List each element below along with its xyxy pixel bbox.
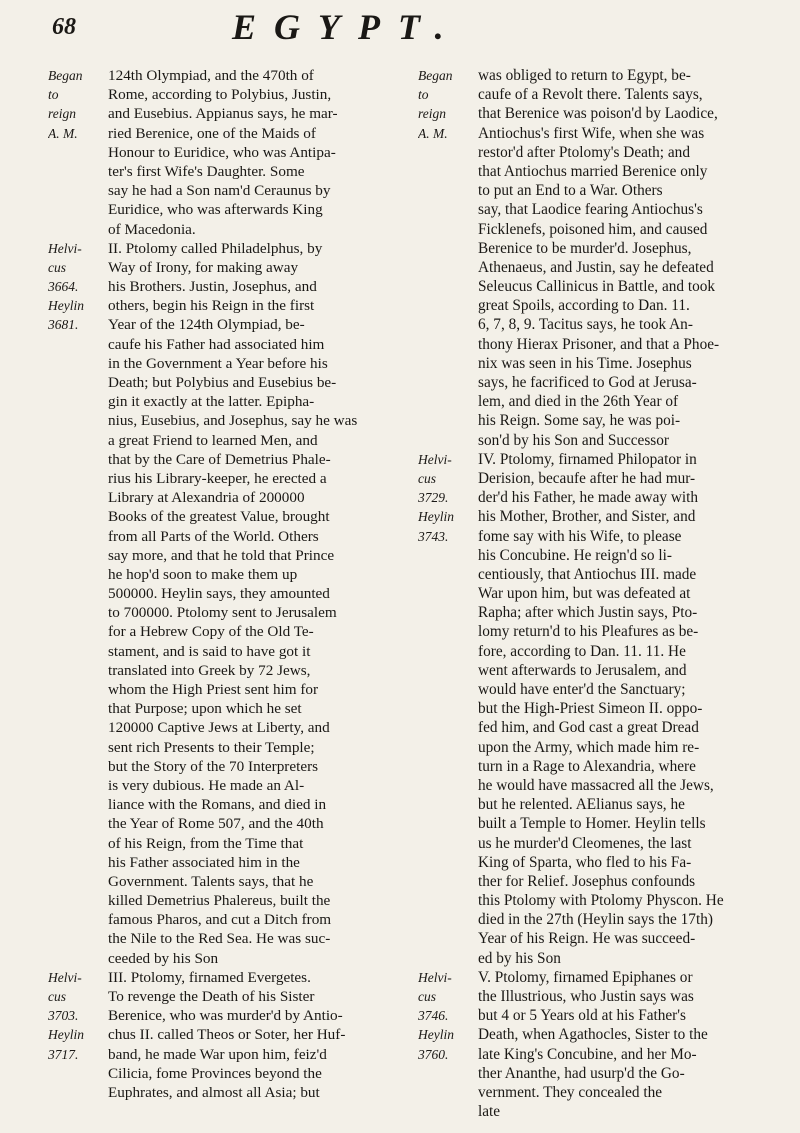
body-text: Euridice, who was afterwards King	[108, 201, 323, 219]
text-line	[48, 1083, 413, 1102]
text-line	[48, 1045, 413, 1064]
body-text: Rapha; after which Justin says, Pto-	[478, 604, 698, 622]
body-text: ceeded by his Son	[108, 949, 219, 967]
text-line	[48, 104, 413, 123]
text-line	[48, 527, 413, 546]
text-line	[48, 220, 413, 239]
body-text: whom the High Priest sent him for	[108, 681, 319, 698]
body-text: but the Story of the 70 Interpreters	[108, 757, 319, 775]
body-text: ed by his Son	[478, 949, 561, 967]
text-line	[418, 469, 790, 488]
text-line	[418, 1083, 790, 1102]
margin-note: Helvi-	[48, 969, 82, 985]
margin-note: Heylin	[48, 298, 84, 314]
margin-note: Heylin	[48, 1027, 84, 1043]
body-text: 6, 7, 8, 9. Tacitus says, he took An-	[478, 316, 693, 334]
body-text: Cilicia, fome Provinces beyond the	[108, 1064, 322, 1082]
body-text: went afterwards to Jerusalem, and	[478, 661, 687, 679]
text-line	[418, 680, 790, 699]
body-text: say, that Laodice fearing Antiochus's	[478, 201, 703, 219]
text-line	[48, 507, 413, 526]
text-line	[48, 949, 413, 968]
body-text: others, begin his Reign in the first	[108, 297, 315, 315]
body-text: stament, and is said to have got it	[108, 642, 311, 660]
margin-note: to	[418, 87, 429, 103]
text-line	[418, 200, 790, 219]
text-line	[418, 124, 790, 143]
text-line	[48, 1006, 413, 1025]
body-text: 124th Olympiad, and the 470th of	[108, 67, 314, 84]
body-text: for a Hebrew Copy of the Old Te-	[108, 623, 314, 641]
body-text: Seleucus Callinicus in Battle, and took	[478, 278, 716, 296]
body-text: nius, Eusebius, and Josephus, say he was	[108, 412, 358, 430]
body-text: that Berenice was poison'd by Laodice,	[478, 105, 718, 123]
margin-note: A. M.	[418, 125, 448, 141]
text-line	[48, 258, 413, 277]
left-column	[48, 66, 413, 1102]
text-line	[418, 335, 790, 354]
text-line	[48, 642, 413, 661]
margin-note: 3717.	[48, 1046, 79, 1062]
page-header	[0, 6, 800, 46]
body-text: died in the 27th (Heylin says the 17th)	[478, 911, 713, 929]
body-text: fome say with his Wife, to please	[478, 527, 682, 545]
margin-note: Heylin	[418, 1027, 454, 1043]
text-line	[418, 354, 790, 373]
body-text: built a Temple to Homer. Heylin tells	[478, 815, 706, 833]
text-line	[418, 143, 790, 162]
body-text: ried Berenice, one of the Maids of	[108, 124, 316, 142]
margin-note: 3729.	[418, 490, 449, 506]
text-line	[48, 584, 413, 603]
body-text: ther Ananthe, had usurp'd the Go-	[478, 1064, 685, 1082]
body-text: to put an End to a War. Others	[478, 182, 663, 200]
body-text: his Father associated him in the	[108, 853, 300, 871]
text-line	[418, 910, 790, 929]
body-text: caufe his Father had associated him	[108, 335, 325, 353]
text-line	[418, 929, 790, 948]
body-text: of Macedonia.	[108, 220, 196, 238]
text-line	[48, 929, 413, 948]
body-text: us he murder'd Cleomenes, the last	[478, 834, 692, 852]
text-line	[48, 661, 413, 680]
body-text: that Purpose; upon which he set	[108, 700, 302, 718]
text-line	[48, 66, 413, 85]
body-text: centiously, that Antiochus III. made	[478, 565, 697, 583]
body-text: nix was seen in his Time. Josephus	[478, 354, 692, 372]
body-text: vernment. They concealed the	[478, 1083, 663, 1101]
body-text: of his Reign, from the Time that	[108, 834, 304, 852]
text-line	[48, 488, 413, 507]
body-text: Death, when Agathocles, Sister to the	[478, 1026, 708, 1044]
body-text: that by the Care of Demetrius Phale-	[108, 450, 331, 468]
text-line	[48, 814, 413, 833]
running-title: EGYPT.	[232, 7, 462, 47]
margin-note: 3703.	[48, 1008, 79, 1024]
body-text: V. Ptolomy, firnamed Epiphanes or	[478, 968, 693, 986]
text-line	[48, 699, 413, 718]
body-text: To revenge the Death of his Sister	[108, 988, 315, 1005]
text-line	[418, 814, 790, 833]
body-text: Berenice, who was murder'd by Antio-	[108, 1007, 343, 1025]
text-line	[418, 738, 790, 757]
body-text: is very dubious. He made an Al-	[108, 776, 305, 794]
text-line	[418, 603, 790, 622]
text-line	[48, 200, 413, 219]
body-text: King of Sparta, who fled to his Fa-	[478, 853, 692, 871]
text-line	[418, 546, 790, 565]
text-line	[418, 872, 790, 891]
body-text: thony Hierax Prisoner, and that a Phoe-	[478, 335, 720, 353]
body-text: Library at Alexandria of 200000	[108, 489, 305, 507]
text-line	[48, 968, 413, 987]
text-line	[48, 546, 413, 565]
text-line	[48, 872, 413, 891]
text-line	[48, 162, 413, 181]
margin-note: Heylin	[418, 509, 454, 525]
body-text: his Mother, Brother, and Sister, and	[478, 508, 696, 526]
text-line	[48, 315, 413, 334]
body-text: would have enter'd the Sanctuary;	[478, 681, 686, 698]
text-line	[418, 699, 790, 718]
text-line	[418, 315, 790, 334]
text-line	[418, 258, 790, 277]
text-line	[418, 968, 790, 987]
margin-note: Helvi-	[418, 451, 452, 467]
text-line	[418, 431, 790, 450]
text-line	[418, 776, 790, 795]
body-text: killed Demetrius Phalereus, built the	[108, 892, 331, 910]
margin-note: to	[48, 87, 59, 103]
text-line	[48, 411, 413, 430]
body-text: fed him, and God cast a great Dread	[478, 719, 699, 737]
body-text: gin it exactly at the latter. Epipha-	[108, 393, 315, 411]
body-text: ther for Relief. Josephus confounds	[478, 872, 696, 890]
margin-note: 3746.	[418, 1008, 449, 1024]
text-line	[418, 392, 790, 411]
body-text: Honour to Euridice, who was Antipa-	[108, 143, 336, 161]
text-line	[48, 469, 413, 488]
margin-note: cus	[418, 989, 436, 1004]
text-line	[418, 584, 790, 603]
body-text: late	[478, 1103, 501, 1121]
text-line	[48, 776, 413, 795]
body-text: the Year of Rome 507, and the 40th	[108, 815, 324, 833]
text-line	[48, 124, 413, 143]
text-line	[418, 718, 790, 737]
body-text: caufe of a Revolt there. Talents says,	[478, 86, 703, 104]
text-line	[418, 1102, 790, 1121]
text-line	[418, 507, 790, 526]
text-line	[48, 622, 413, 641]
body-text: a great Friend to learned Men, and	[108, 431, 318, 449]
text-line	[418, 1064, 790, 1083]
body-text: III. Ptolomy, firnamed Evergetes.	[108, 968, 311, 986]
text-line	[48, 795, 413, 814]
margin-note: 3760.	[418, 1046, 449, 1062]
body-text: his Reign. Some say, he was poi-	[478, 412, 681, 430]
body-text: II. Ptolomy called Philadelphus, by	[108, 239, 323, 257]
text-line	[418, 66, 790, 85]
text-line	[48, 565, 413, 584]
body-text: lem, and died in the 26th Year of	[478, 393, 679, 411]
text-line	[418, 1006, 790, 1025]
text-line	[48, 738, 413, 757]
text-line	[418, 85, 790, 104]
body-text: chus II. called Theos or Soter, her Huf-	[108, 1026, 346, 1044]
body-text: he would have massacred all the Jews,	[478, 776, 714, 794]
body-text: Derision, becaufe after he had mur-	[478, 469, 696, 487]
body-text: his Brothers. Justin, Josephus, and	[108, 278, 317, 296]
text-line	[418, 181, 790, 200]
text-line	[48, 834, 413, 853]
body-text: 500000. Heylin says, they amounted	[108, 585, 330, 603]
text-line	[48, 910, 413, 929]
body-text: turn in a Rage to Alexandria, where	[478, 757, 696, 775]
body-text: this Ptolomy with Ptolomy Physcon. He	[478, 892, 724, 910]
margin-note: A. M.	[48, 125, 78, 141]
text-line	[48, 354, 413, 373]
text-line	[48, 239, 413, 258]
body-text: great Spoils, according to Dan. 11.	[478, 297, 690, 315]
body-text: Year of his Reign. He was succeed-	[478, 930, 696, 948]
margin-note: reign	[48, 106, 76, 122]
text-line	[418, 795, 790, 814]
margin-note: cus	[48, 259, 66, 275]
body-text: sent rich Presents to their Temple;	[108, 738, 315, 756]
body-text: in the Government a Year before his	[108, 354, 328, 372]
text-line	[48, 757, 413, 776]
body-text: band, he made War upon him, feiz'd	[108, 1045, 327, 1063]
text-line	[418, 373, 790, 392]
page-number: 68	[52, 14, 76, 40]
margin-note: 3681.	[48, 317, 79, 333]
text-line	[418, 527, 790, 546]
text-line	[48, 296, 413, 315]
text-line	[418, 104, 790, 123]
body-text: rius his Library-keeper, he erected a	[108, 469, 327, 487]
body-text: 120000 Captive Jews at Liberty, and	[108, 719, 330, 737]
text-line	[48, 431, 413, 450]
text-line	[418, 622, 790, 641]
text-line	[48, 277, 413, 296]
text-line	[48, 680, 413, 699]
body-text: from all Parts of the World. Others	[108, 527, 319, 545]
body-text: his Concubine. He reign'd so li-	[478, 546, 672, 564]
body-text: War upon him, but was defeated at	[478, 585, 691, 603]
body-text: son'd by his Son and Successor	[478, 431, 669, 449]
text-line	[48, 392, 413, 411]
text-line	[418, 853, 790, 872]
margin-note: reign	[418, 106, 446, 122]
margin-note: Began	[48, 68, 83, 83]
body-text: the Nile to the Red Sea. He was suc-	[108, 930, 331, 948]
body-text: ter's first Wife's Daughter. Some	[108, 162, 305, 180]
body-text: Athenaeus, and Justin, say he defeated	[478, 258, 714, 276]
margin-note: 3664.	[48, 279, 79, 295]
body-text: and Eusebius. Appianus says, he mar-	[108, 105, 338, 123]
body-text: Ficklenefs, poisoned him, and caused	[478, 220, 708, 238]
text-line	[48, 1064, 413, 1083]
text-line	[418, 411, 790, 430]
text-line	[48, 853, 413, 872]
text-line	[418, 987, 790, 1006]
body-text: says, he facrificed to God at Jerusa-	[478, 374, 697, 391]
margin-note: cus	[48, 989, 66, 1004]
body-text: translated into Greek by 72 Jews,	[108, 661, 311, 679]
text-line	[48, 143, 413, 162]
right-column	[418, 66, 790, 1121]
text-line	[418, 162, 790, 181]
body-text: say he had a Son nam'd Ceraunus by	[108, 182, 331, 200]
text-line	[48, 181, 413, 200]
body-text: say more, and that he told that Prince	[108, 546, 335, 564]
text-line	[48, 891, 413, 910]
text-line	[418, 239, 790, 258]
body-text: but the High-Priest Simeon II. oppo-	[478, 700, 703, 718]
body-text: restor'd after Ptolomy's Death; and	[478, 143, 690, 161]
body-text: was obliged to return to Egypt, be-	[478, 67, 691, 84]
body-text: lomy return'd to his Pleafures as be-	[478, 623, 699, 641]
text-line	[48, 987, 413, 1006]
text-line	[48, 450, 413, 469]
body-text: Books of the greatest Value, brought	[108, 508, 330, 526]
body-text: that Antiochus married Berenice only	[478, 162, 708, 180]
text-line	[418, 834, 790, 853]
body-text: fore, according to Dan. 11. 11. He	[478, 642, 686, 660]
margin-note: 3743.	[418, 528, 449, 544]
body-text: Year of the 124th Olympiad, be-	[108, 316, 305, 334]
body-text: Euphrates, and almost all Asia; but	[108, 1083, 320, 1101]
body-text: upon the Army, which made him re-	[478, 738, 700, 756]
text-line	[48, 1025, 413, 1044]
body-text: IV. Ptolomy, firnamed Philopator in	[478, 450, 697, 468]
text-line	[418, 488, 790, 507]
margin-note: Helvi-	[48, 240, 82, 256]
body-text: Antiochus's first Wife, when she was	[478, 124, 705, 142]
text-line	[48, 718, 413, 737]
margin-note: Helvi-	[418, 969, 452, 985]
body-text: liance with the Romans, and died in	[108, 796, 327, 814]
text-line	[418, 891, 790, 910]
text-line	[418, 1045, 790, 1064]
body-text: he hop'd soon to make them up	[108, 565, 298, 583]
body-text: to 700000. Ptolomy sent to Jerusalem	[108, 604, 337, 622]
body-text: Government. Talents says, that he	[108, 872, 314, 890]
body-text: Way of Irony, for making away	[108, 258, 299, 276]
text-line	[418, 220, 790, 239]
body-text: Rome, according to Polybius, Justin,	[108, 86, 332, 104]
text-line	[418, 277, 790, 296]
text-line	[418, 949, 790, 968]
text-line	[418, 565, 790, 584]
body-text: Berenice to be murder'd. Josephus,	[478, 239, 692, 257]
body-text: late King's Concubine, and her Mo-	[478, 1045, 697, 1063]
margin-note: cus	[418, 470, 436, 486]
text-line	[418, 661, 790, 680]
text-line	[418, 296, 790, 315]
text-line	[48, 373, 413, 392]
margin-note: Began	[418, 68, 453, 83]
text-line	[48, 85, 413, 104]
body-text: but he relented. AElianus says, he	[478, 796, 685, 814]
text-line	[418, 757, 790, 776]
text-line	[48, 335, 413, 354]
text-line	[418, 642, 790, 661]
body-text: famous Pharos, and cut a Ditch from	[108, 911, 332, 929]
text-line	[48, 603, 413, 622]
body-text: but 4 or 5 Years old at his Father's	[478, 1007, 686, 1025]
body-text: Death; but Polybius and Eusebius be-	[108, 374, 337, 391]
body-text: der'd his Father, he made away with	[478, 489, 699, 507]
text-line	[418, 1025, 790, 1044]
text-line	[418, 450, 790, 469]
body-text: the Illustrious, who Justin says was	[478, 988, 694, 1005]
